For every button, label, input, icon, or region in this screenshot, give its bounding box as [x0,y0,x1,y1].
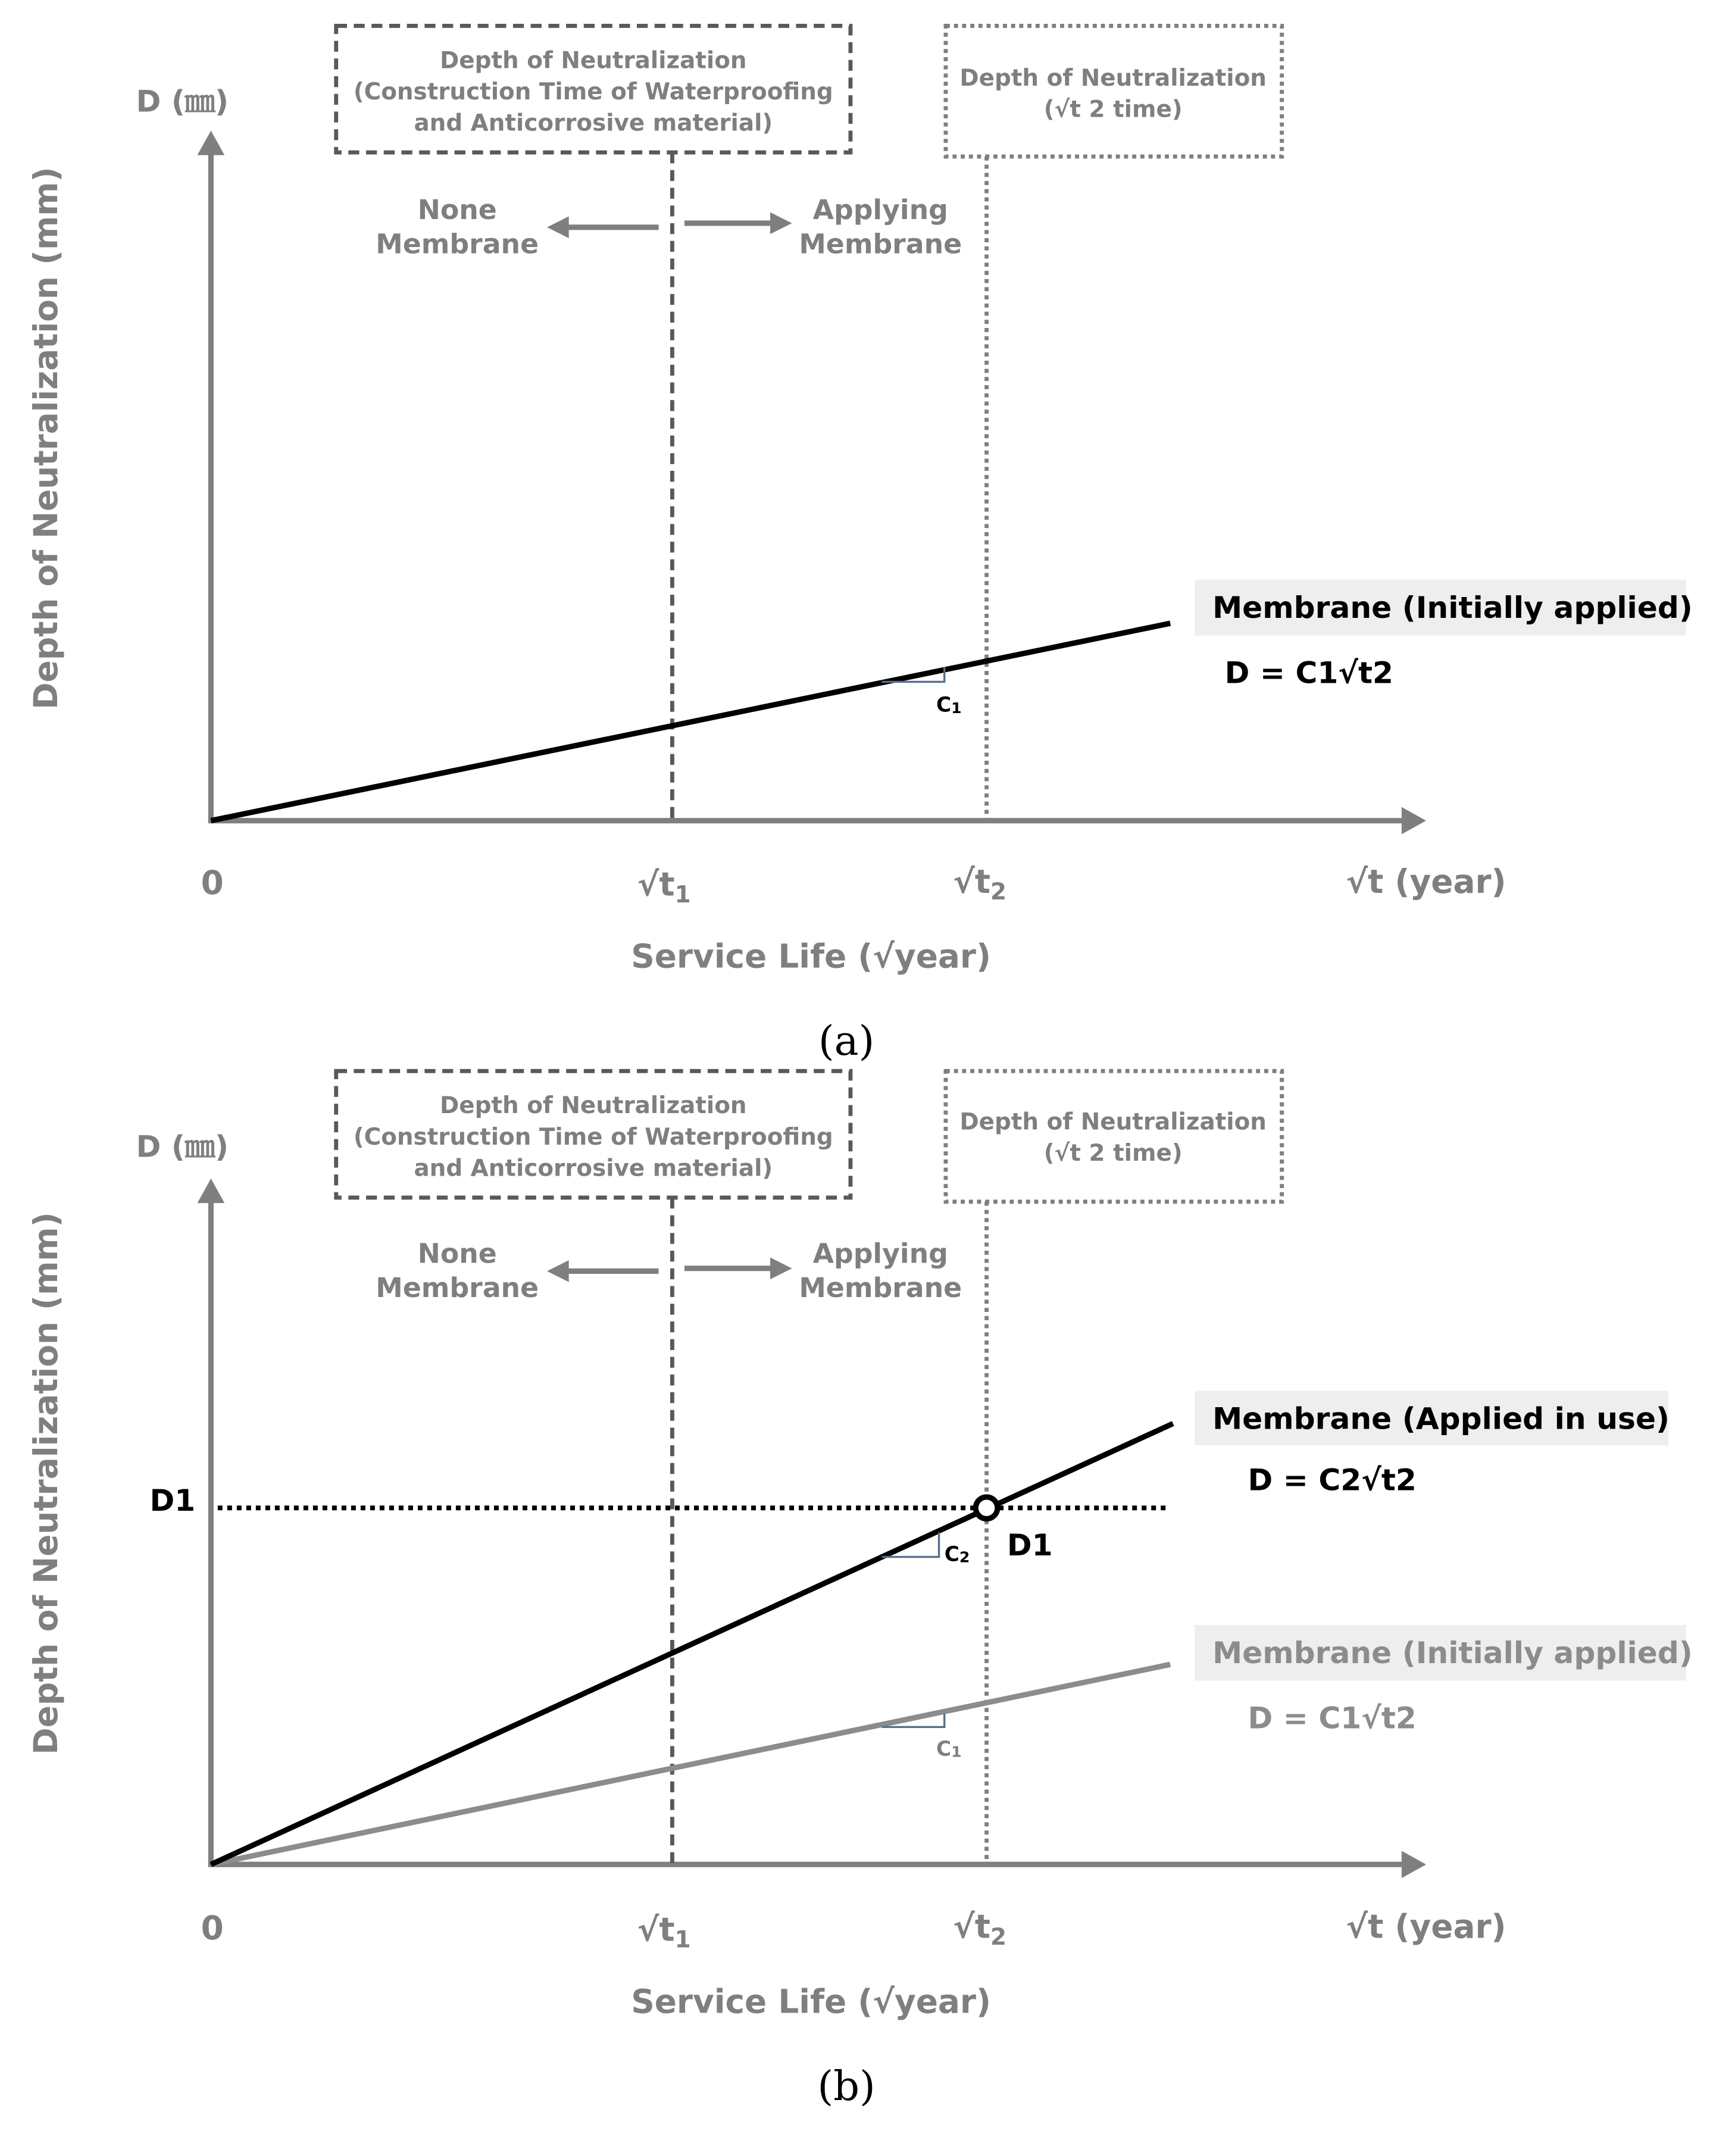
construction-box-line-1: Depth of Neutralization [440,47,747,74]
applied-label: Membrane (Applied in use) [1212,1401,1670,1436]
right-arrow-head [770,1258,792,1280]
x-t2-sub: 2 [990,879,1007,906]
y-axis-arrowhead [198,1179,225,1203]
x-t1-label [637,865,691,908]
left-arrow-head [547,217,569,239]
y-unit-label: D (㎜) [136,83,229,119]
initial-label: Membrane (Initially applied) [1212,589,1693,625]
y-axis-title: Depth of Neutralization (mm) [27,1212,65,1755]
construction-box-line-3: and Anticorrosive material) [414,1155,773,1182]
x-axis-title: Service Life (√year) [631,937,992,976]
x-axis-arrowhead [1402,807,1426,835]
construction-box-line-3: and Anticorrosive material) [414,110,773,137]
x-end-label: √t (year) [1346,862,1506,901]
right-arrow-head [770,213,792,235]
applying-membrane-line-1: Applying [812,194,948,226]
y-axis-title: Depth of Neutralization (mm) [27,167,65,710]
sqrt-box-line-2: (√t 2 time) [1043,1140,1183,1167]
d1-axis-label: D1 [149,1482,196,1518]
d1-intersection-marker [976,1497,998,1519]
sqrt-t2-box [946,1071,1282,1201]
d1-point-label: D1 [1006,1527,1053,1563]
none-membrane-line-1: None [417,1238,497,1270]
construction-box-line-2: (Construction Time of Waterproofing [353,78,833,105]
construction-box-line-1: Depth of Neutralization [440,1092,747,1120]
applying-membrane-line-2: Membrane [799,228,962,260]
x-axis-title: Service Life (√year) [631,1982,992,2021]
caption-a: (a) [818,1017,875,1065]
x-origin-label: 0 [201,864,224,902]
applied-equation: D = C2√t2 [1248,1462,1417,1498]
x-t1-main: √t [637,865,675,904]
slope-c2-sub: 2 [959,1548,970,1566]
none-membrane-line-2: Membrane [376,1271,539,1304]
slope-label-c1: C1 [936,693,962,717]
x-t1-sub: 1 [674,881,691,908]
slope-c1-sub: 1 [951,699,962,717]
slope-label-c2: C2 [944,1542,970,1567]
initial-label: Membrane (Initially applied) [1212,1635,1693,1670]
panel-b [27,1071,1693,2110]
sqrt-box-line-1: Depth of Neutralization [959,65,1267,92]
x-t1-main: √t [637,1910,675,1949]
x-t1-sub: 1 [674,1926,691,1954]
applied-membrane-line [211,1423,1173,1864]
sqrt-box-line-1: Depth of Neutralization [959,1108,1267,1136]
x-t2-main: √t [953,862,991,901]
applying-membrane-line-1: Applying [812,1238,948,1270]
caption-b: (b) [817,2062,876,2110]
initial-equation: D = C1√t2 [1224,655,1393,690]
x-t2-label [953,1908,1006,1951]
x-end-label: √t (year) [1346,1907,1506,1946]
none-membrane-line-1: None [417,194,497,226]
x-t2-label [953,863,1006,905]
left-arrow-head [547,1260,569,1282]
initial-equation: D = C1√t2 [1248,1700,1417,1736]
none-membrane-line-2: Membrane [376,228,539,260]
x-t1-label [637,1910,691,1953]
initial-membrane-line [211,623,1170,821]
x-t2-sub: 2 [990,1924,1007,1951]
panel-a [27,26,1693,1064]
x-origin-label: 0 [201,1908,224,1947]
applying-membrane-line-2: Membrane [799,1271,962,1304]
initial-membrane-line [211,1664,1170,1864]
y-axis-arrowhead [198,130,225,155]
construction-box-line-2: (Construction Time of Waterproofing [353,1123,833,1151]
y-unit-label: D (㎜) [136,1129,229,1164]
x-axis-arrowhead [1402,1851,1426,1878]
slope-c1-sub: 1 [951,1743,962,1761]
slope-label-c1: C1 [936,1737,962,1761]
sqrt-box-line-2: (√t 2 time) [1043,96,1183,123]
x-t2-main: √t [953,1907,991,1946]
